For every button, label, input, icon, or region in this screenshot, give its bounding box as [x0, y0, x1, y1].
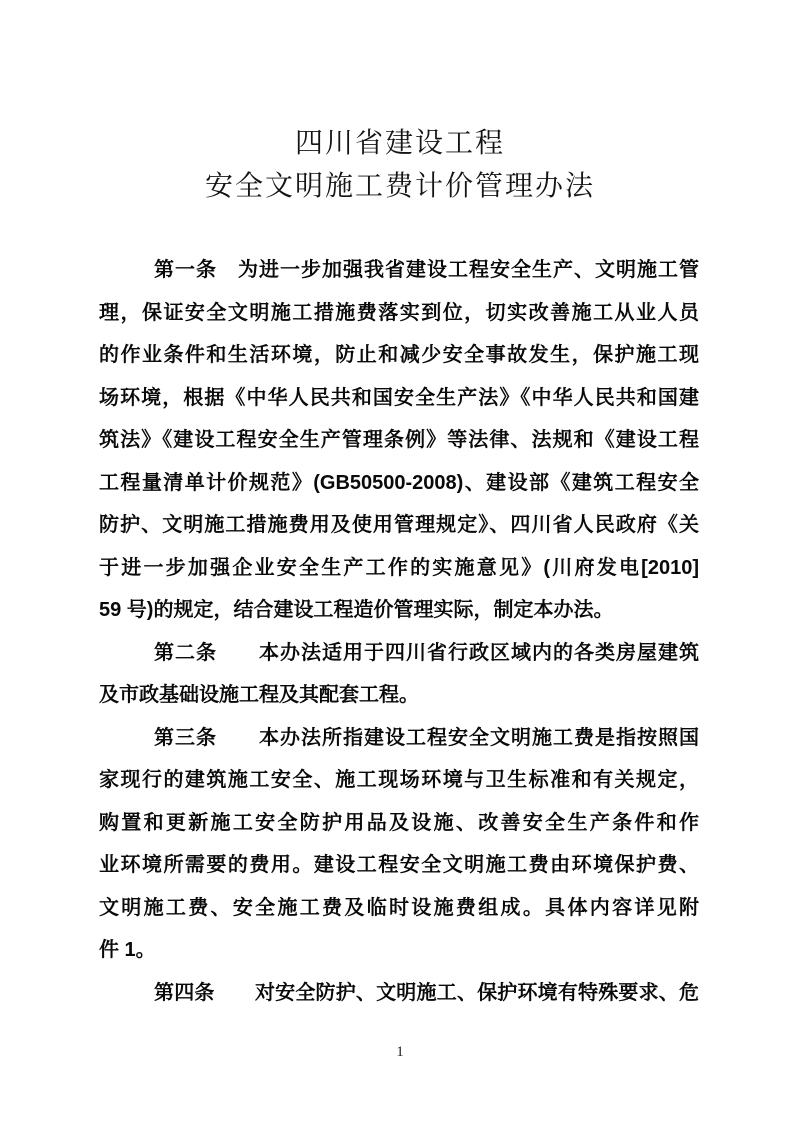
- document-title: [0, 0, 800, 208]
- text-line: 筑法》《建设工程安全生产管理条例》等法律、法规和《建设工程: [99, 429, 699, 451]
- text-line: 理，保证安全文明施工措施费落实到位，切实改善施工从业人员: [99, 301, 699, 324]
- text-line: 第一条 为进一步加强我省建设工程安全生产、文明施工管: [154, 259, 699, 281]
- paragraph: [99, 717, 699, 972]
- text-line: 件 1。: [99, 939, 156, 961]
- text-line: 第四条 对安全防护、文明施工、保护环境有特殊要求、危: [154, 981, 699, 1004]
- text-line: 第二条 本办法适用于四川省行政区域内的各类房屋建筑: [154, 641, 699, 664]
- text-line: 家现行的建筑施工安全、施工现场环境与卫生标准和有关规定，: [99, 769, 699, 791]
- text-line: 的作业条件和生活环境，防止和减少安全事故发生，保护施工现: [99, 344, 699, 366]
- paragraph: [99, 249, 699, 632]
- text-line: 防护、文明施工措施费用及使用管理规定》、四川省人民政府《关: [99, 514, 699, 536]
- title-line: 四川省建设工程: [294, 128, 505, 159]
- text-line: 59 号)的规定，结合建设工程造价管理实际，制定本办法。: [99, 599, 614, 621]
- text-line: 场环境，根据《中华人民共和国安全生产法》《中华人民共和国建: [99, 386, 699, 409]
- paragraph: [99, 632, 699, 717]
- text-line: 业环境所需要的费用。建设工程安全文明施工费由环境保护费、: [99, 854, 699, 876]
- text-line: 购置和更新施工安全防护用品及设施、改善安全生产条件和作: [99, 811, 699, 834]
- paragraph: [99, 972, 699, 1015]
- title-line: 安全文明施工费计价管理办法: [204, 171, 595, 202]
- text-line: 工程量清单计价规范》(GB50500-2008)、建设部《建筑工程安全: [99, 471, 699, 494]
- text-line: 及市政基础设施工程及其配套工程。: [99, 684, 419, 706]
- text-line: 于进一步加强企业安全生产工作的实施意见》(川府发电[2010]: [99, 556, 699, 579]
- page-number: 1: [396, 1044, 404, 1060]
- text-line: 第三条 本办法所指建设工程安全文明施工费是指按照国: [154, 726, 699, 749]
- text-line: 文明施工费、安全施工费及临时设施费组成。具体内容详见附: [99, 896, 699, 919]
- document-body: [0, 249, 699, 1014]
